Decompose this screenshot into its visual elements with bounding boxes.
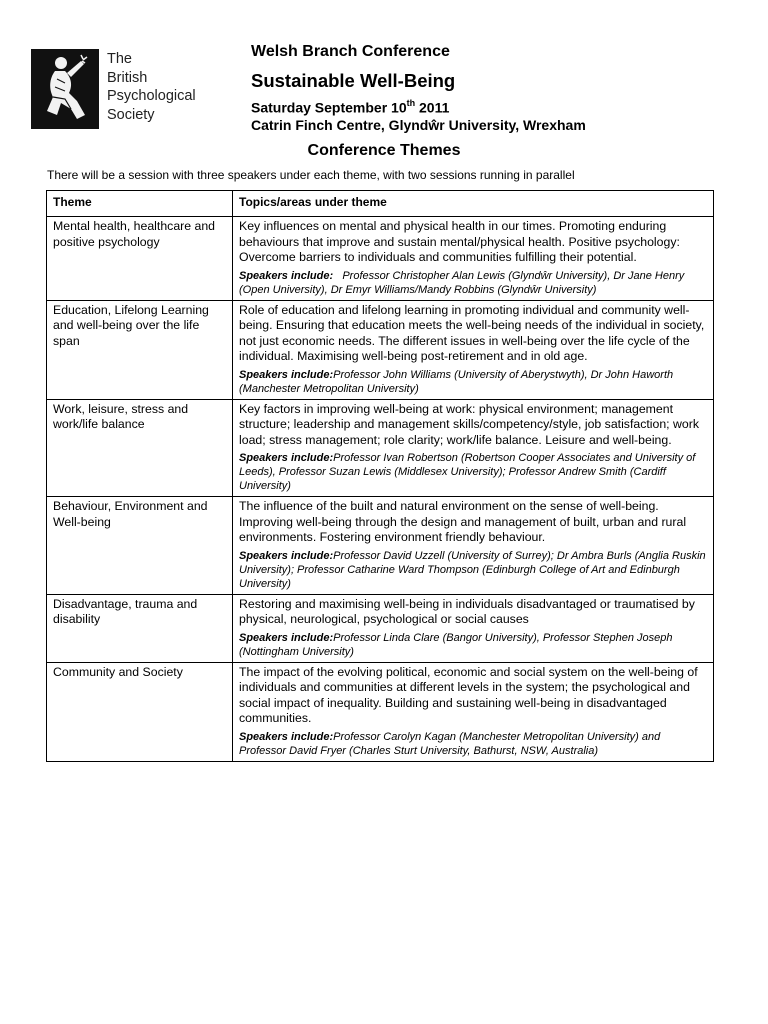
speakers-list: Professor Linda Clare (Bangor University), Professor Stephen Joseph (Nottingham University): [239, 631, 673, 658]
table-row: [47, 300, 714, 399]
table-row: [47, 662, 714, 761]
table-row: [47, 399, 714, 497]
speakers-list: Professor John Williams (University of Aberystwyth), Dr John Haworth (Manchester Metropolitan University): [239, 368, 674, 395]
date-year: 2011: [419, 99, 450, 116]
table-row: [47, 497, 714, 595]
topics-text: Key influences on mental and physical health in our times. Promoting enduring behaviours that improve and sustain mental/physical health. Positive psychology: Overcome barriers to individuals and communities fulfilling their potential.: [239, 219, 680, 264]
topics-cell: [233, 662, 714, 761]
conference-title: Sustainable Well-Being: [251, 70, 456, 91]
speakers-text: [239, 451, 707, 493]
conference-date: [251, 99, 449, 116]
topics-cell: [233, 300, 714, 399]
branch-title: Welsh Branch Conference: [251, 43, 450, 60]
bps-emblem-icon: [31, 49, 99, 129]
topics-cell: [233, 497, 714, 595]
table-header-row: [47, 191, 714, 217]
themes-table: [46, 190, 714, 762]
topics-cell: [233, 217, 714, 301]
speakers-label: Speakers include:: [239, 452, 334, 464]
logo-line: Society: [107, 106, 155, 123]
table-row: [47, 217, 714, 301]
date-main: Saturday September 10: [251, 99, 407, 116]
date-suffix: th: [406, 98, 416, 108]
speakers-list: Professor Christopher Alan Lewis (Glyndŵr University), Dr Jane Henry (Open University), Dr Emyr Williams/Mandy Robbins (Glyndŵr University): [239, 269, 691, 296]
theme-cell: Mental health, healthcare and positive psychology: [47, 217, 233, 301]
speakers-list: Professor Ivan Robertson (Robertson Cooper Associates and University of Leeds), Professor Suzan Lewis (Middlesex University); Professor Andrew Smith (Cardiff University): [239, 452, 696, 492]
column-header-topics: Topics/areas under theme: [233, 191, 714, 217]
speakers-text: [239, 730, 707, 758]
topics-cell: [233, 399, 714, 497]
speakers-label: Speakers include:: [239, 549, 334, 562]
topics-cell: [233, 594, 714, 662]
section-title-text: Conference Themes: [307, 142, 461, 159]
theme-cell: Disadvantage, trauma and disability: [47, 594, 233, 662]
logo-line: The: [107, 51, 132, 67]
bps-logo-text: [107, 50, 196, 124]
intro-text: There will be a session with three speakers under each theme, with two sessions running in parallel: [47, 168, 575, 182]
speakers-label: Speakers include:: [239, 368, 334, 381]
bps-logo: [31, 49, 201, 131]
speakers-text: [239, 368, 707, 396]
topics-text: The impact of the evolving political, economic and social system on the well-being of individuals and communities at different levels in the system; the psychological and social impact of inequality. Building and sustaining well-being in disadvantaged communities.: [239, 664, 698, 725]
speakers-label: Speakers include:: [239, 269, 334, 282]
speakers-text: [239, 549, 707, 591]
topics-text: Role of education and lifelong learning in promoting individual and community well-being. Ensuring that education meets the well-being needs of the individual in society, not just economic needs. The different issues in well-being over the life cycle of the individual. Maximising well-being post-retirement and in old age.: [239, 302, 705, 363]
column-header-theme: Theme: [47, 191, 233, 217]
theme-cell: Education, Lifelong Learning and well-being over the life span: [47, 300, 233, 399]
speakers-list: Professor Carolyn Kagan (Manchester Metropolitan University) and Professor David Fryer (Charles Sturt University, Bathurst, NSW, Australia): [239, 730, 661, 757]
theme-cell: Behaviour, Environment and Well-being: [47, 497, 233, 595]
topics-text: Key factors in improving well-being at work: physical environment; management structure; leadership and management skills/competency/style, job satisfaction; work load; stress management; role clarity; work/life balance. Leisure and well-being.: [239, 401, 699, 447]
logo-line: British: [107, 69, 148, 86]
speakers-text: [239, 631, 707, 659]
speakers-list: Professor David Uzzell (University of Surrey); Dr Ambra Burls (Anglia Ruskin University); Professor Catharine Ward Thompson (Edinburgh College of Art and Edinburgh University): [239, 549, 706, 590]
conference-venue: Catrin Finch Centre, Glyndŵr University, Wrexham: [251, 117, 586, 133]
theme-cell: Work, leisure, stress and work/life balance: [47, 399, 233, 497]
theme-cell: Community and Society: [47, 662, 233, 761]
table-row: [47, 594, 714, 662]
topics-text: The influence of the built and natural environment on the sense of well-being. Improving well-being through the design and management of built, urban and rural environments. Fostering environment friendly behaviour.: [239, 499, 687, 544]
speakers-text: [239, 269, 707, 297]
section-title: [0, 142, 768, 160]
logo-line: Psychological: [107, 88, 196, 104]
speakers-label: Speakers include:: [239, 730, 334, 743]
speakers-label: Speakers include:: [239, 631, 334, 644]
topics-text: Restoring and maximising well-being in individuals disadvantaged or traumatised by physical, neurological, psychological or social causes: [239, 596, 695, 626]
